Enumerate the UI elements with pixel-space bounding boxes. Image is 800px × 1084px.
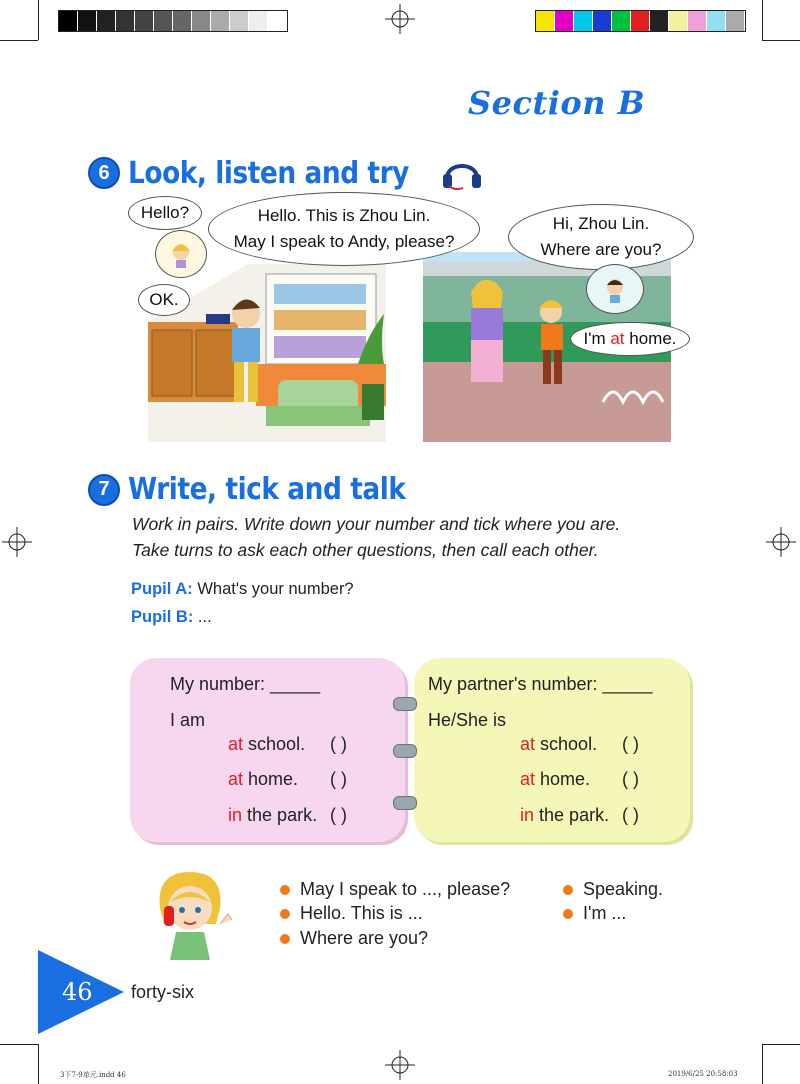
row-prep: at bbox=[520, 769, 536, 789]
row-prep: at bbox=[520, 734, 536, 754]
registration-mark-right bbox=[766, 527, 796, 557]
crop-mark bbox=[762, 1044, 800, 1045]
row-place: home. bbox=[248, 769, 299, 789]
left-row-home-tickbox[interactable]: ( ) bbox=[330, 769, 347, 789]
pupil-b-label: Pupil B: bbox=[131, 608, 194, 626]
bullet-dot bbox=[563, 909, 573, 919]
right-row-park-tickbox[interactable]: ( ) bbox=[622, 805, 639, 825]
row-place: the park. bbox=[247, 805, 318, 825]
pupil-a-line bbox=[131, 580, 354, 599]
section-title: Section B bbox=[468, 84, 646, 122]
row-prep: in bbox=[520, 805, 535, 825]
crop-mark bbox=[762, 1044, 763, 1084]
girl-with-phone-illustration bbox=[146, 868, 238, 960]
row-place: school. bbox=[540, 734, 598, 754]
phrase-text: Where are you? bbox=[300, 928, 429, 948]
exercise-number: 6 bbox=[88, 157, 120, 189]
my-number-heading: My number: _____ bbox=[170, 674, 321, 694]
phrase-text: May I speak to ..., please? bbox=[300, 879, 511, 899]
crop-mark bbox=[762, 40, 800, 41]
partner-number-heading: My partner's number: _____ bbox=[428, 674, 653, 694]
bubble-text: Hello? bbox=[140, 203, 190, 222]
binder-ring bbox=[393, 796, 417, 810]
bubble-text-line1: Hello. This is Zhou Lin. bbox=[257, 206, 431, 225]
exercise-6-heading bbox=[88, 154, 483, 192]
binder-ring bbox=[393, 697, 417, 711]
phrase-item bbox=[280, 903, 423, 924]
right-row-home bbox=[520, 769, 590, 790]
page-number-word: forty-six bbox=[131, 982, 194, 1002]
left-row-park-tickbox[interactable]: ( ) bbox=[330, 805, 347, 825]
instruction-line-2: Take turns to ask each other questions, then call each other. bbox=[132, 540, 599, 560]
headphones-icon bbox=[441, 154, 483, 192]
thought-bubble-boy-phone bbox=[586, 264, 644, 314]
pupil-a-label: Pupil A: bbox=[131, 580, 193, 598]
phrase-item bbox=[280, 879, 510, 900]
pupil-b-text: ... bbox=[197, 608, 212, 626]
bubble-text-line1: Hi, Zhou Lin. bbox=[552, 214, 650, 233]
speech-bubble-hello bbox=[128, 196, 202, 230]
instruction-line-1: Work in pairs. Write down your number and tick where you are. bbox=[132, 514, 621, 534]
crop-mark bbox=[0, 1044, 38, 1045]
pupil-b-line bbox=[131, 608, 212, 627]
speech-bubble-im-at-home bbox=[570, 322, 690, 356]
page-number: 46 bbox=[62, 978, 93, 1006]
print-slug-date: 2019/6/25 20:58:03 bbox=[668, 1070, 738, 1078]
exercise-title: Look, listen and try bbox=[128, 155, 409, 191]
speech-bubble-zhou-lin bbox=[208, 192, 480, 266]
phrase-item bbox=[563, 903, 626, 924]
right-row-home-tickbox[interactable]: ( ) bbox=[622, 769, 639, 789]
color-bar bbox=[535, 10, 746, 32]
bullet-dot bbox=[280, 885, 290, 895]
registration-mark-left bbox=[2, 527, 32, 557]
girl-on-phone-icon bbox=[166, 239, 196, 269]
bubble-text-im: I'm bbox=[583, 329, 606, 348]
bubble-text-home: home. bbox=[629, 329, 677, 348]
bubble-text-line2: Where are you? bbox=[540, 240, 662, 259]
row-place: the park. bbox=[539, 805, 610, 825]
crop-mark bbox=[0, 40, 38, 41]
binder-ring bbox=[393, 744, 417, 758]
thought-bubble-girl-phone bbox=[155, 230, 207, 278]
crop-mark bbox=[762, 0, 763, 40]
registration-mark-bottom bbox=[385, 1050, 415, 1080]
row-place: home. bbox=[540, 769, 591, 789]
registration-mark-top bbox=[385, 4, 415, 34]
right-row-school bbox=[520, 734, 597, 755]
right-row-school-tickbox[interactable]: ( ) bbox=[622, 734, 639, 754]
phrase-item bbox=[563, 879, 663, 900]
phrase-text: Hello. This is ... bbox=[300, 903, 423, 923]
row-prep: at bbox=[228, 734, 244, 754]
row-place: school. bbox=[248, 734, 306, 754]
exercise-number: 7 bbox=[88, 474, 120, 506]
left-row-school bbox=[228, 734, 305, 755]
bullet-dot bbox=[563, 885, 573, 895]
exercise-7-heading bbox=[88, 472, 443, 507]
crop-mark bbox=[38, 0, 39, 40]
i-am-label: I am bbox=[170, 710, 206, 730]
row-prep: at bbox=[228, 769, 244, 789]
speech-bubble-hi-zhou-lin bbox=[508, 204, 694, 270]
pupil-a-text: What's your number? bbox=[197, 580, 354, 598]
bubble-text-at: at bbox=[610, 329, 625, 348]
exercise-title: Write, tick and talk bbox=[128, 472, 406, 507]
bubble-text: OK. bbox=[149, 290, 179, 309]
he-she-is-label: He/She is bbox=[428, 710, 507, 730]
print-slug-file: 3下7-9单元.indd 46 bbox=[60, 1071, 126, 1079]
phrase-item bbox=[280, 928, 428, 949]
crop-mark bbox=[38, 1044, 39, 1084]
speech-bubble-ok bbox=[138, 284, 190, 316]
row-prep: in bbox=[228, 805, 243, 825]
left-row-school-tickbox[interactable]: ( ) bbox=[330, 734, 347, 754]
left-row-home bbox=[228, 769, 298, 790]
bubble-text-line2: May I speak to Andy, please? bbox=[233, 232, 455, 251]
phrase-text: Speaking. bbox=[583, 879, 664, 899]
boy-on-phone-icon bbox=[599, 273, 631, 305]
left-row-park bbox=[228, 805, 317, 826]
right-row-park bbox=[520, 805, 609, 826]
bullet-dot bbox=[280, 934, 290, 944]
bullet-dot bbox=[280, 909, 290, 919]
grayscale-bar bbox=[58, 10, 288, 32]
phrase-text: I'm ... bbox=[583, 903, 627, 923]
